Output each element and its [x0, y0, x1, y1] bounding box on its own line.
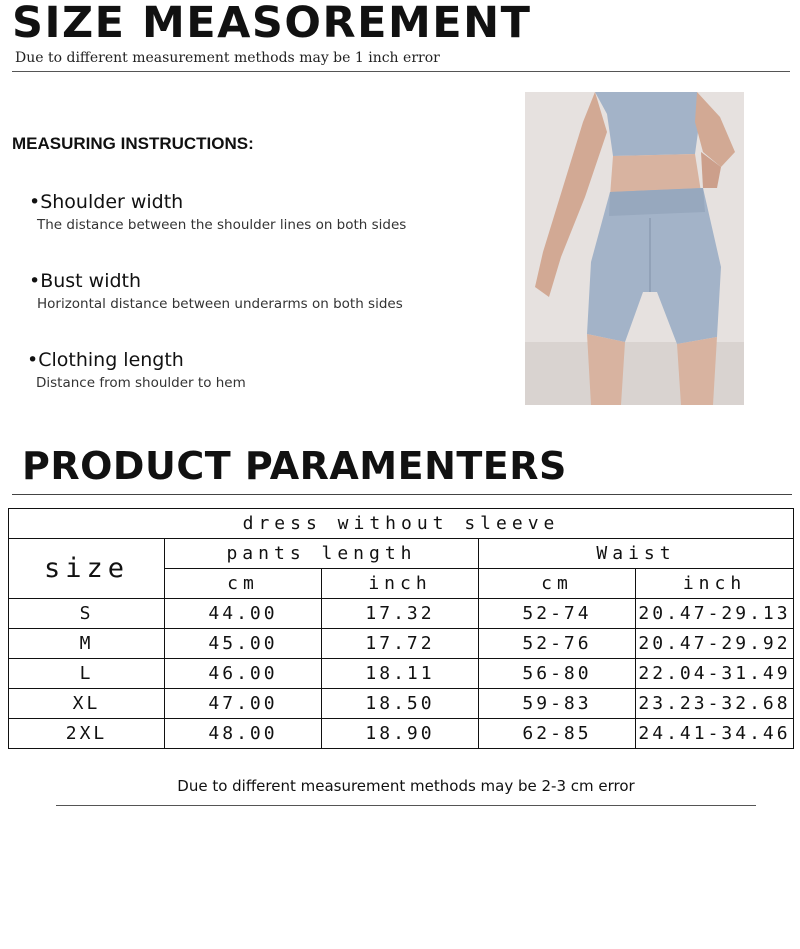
waist-cm-header: cm	[479, 569, 636, 599]
size-cell: M	[9, 629, 165, 659]
table-row	[9, 659, 794, 689]
table-row	[9, 689, 794, 719]
size-cell: XL	[9, 689, 165, 719]
header-divider	[12, 71, 790, 72]
waist-inch-cell: 24.41-34.46	[636, 719, 794, 749]
pants-cm-cell: 47.00	[165, 689, 322, 719]
instructions-heading: MEASURING INSTRUCTIONS:	[12, 134, 254, 153]
instruction-desc-bust: Horizontal distance between underarms on both sides	[37, 296, 403, 312]
pants-cm-cell: 46.00	[165, 659, 322, 689]
page-title: SIZE MEASOREMENT	[12, 0, 532, 48]
left-leg	[587, 334, 625, 405]
pants-cm-header: cm	[165, 569, 322, 599]
size-cell: S	[9, 599, 165, 629]
size-chart-table	[8, 508, 794, 749]
footer-divider	[56, 805, 756, 806]
pants-cm-cell: 45.00	[165, 629, 322, 659]
table-title-row	[9, 509, 794, 539]
waist-inch-cell: 23.23-32.68	[636, 689, 794, 719]
table-row	[9, 629, 794, 659]
pants-cm-cell: 44.00	[165, 599, 322, 629]
table-title: dress without sleeve	[9, 509, 794, 539]
pants-inch-cell: 17.32	[322, 599, 479, 629]
size-cell: L	[9, 659, 165, 689]
page-subtitle: Due to different measurement methods may be 1 inch error	[15, 50, 440, 66]
table-group-header-row	[9, 539, 794, 569]
pants-inch-cell: 18.90	[322, 719, 479, 749]
instruction-desc-shoulder: The distance between the shoulder lines on both sides	[37, 217, 407, 233]
waist-inch-cell: 22.04-31.49	[636, 659, 794, 689]
pants-cm-cell: 48.00	[165, 719, 322, 749]
waist-inch-cell: 20.47-29.92	[636, 629, 794, 659]
pants-inch-cell: 18.50	[322, 689, 479, 719]
waist-cm-cell: 59-83	[479, 689, 636, 719]
pants-inch-cell: 17.72	[322, 629, 479, 659]
instruction-title-bust: •Bust width	[29, 270, 142, 292]
instruction-title-length: •Clothing length	[27, 349, 184, 371]
table-row	[9, 599, 794, 629]
waist-cm-cell: 56-80	[479, 659, 636, 689]
product-parameters-heading: PRODUCT PARAMENTERS	[22, 444, 567, 488]
table-row	[9, 719, 794, 749]
pants-length-header: pants length	[165, 539, 479, 569]
instruction-title-shoulder: •Shoulder width	[29, 191, 184, 213]
waist-cm-cell: 52-74	[479, 599, 636, 629]
pants-inch-header: inch	[322, 569, 479, 599]
waist-inch-cell: 20.47-29.13	[636, 599, 794, 629]
waist-cm-cell: 52-76	[479, 629, 636, 659]
parameters-divider	[12, 494, 792, 495]
size-cell: 2XL	[9, 719, 165, 749]
instruction-desc-length: Distance from shoulder to hem	[36, 375, 246, 391]
waist-inch-header: inch	[636, 569, 794, 599]
pants-inch-cell: 18.11	[322, 659, 479, 689]
waist-header: Waist	[479, 539, 794, 569]
footer-note: Due to different measurement methods may be 2-3 cm error	[177, 777, 635, 795]
size-column-header: size	[9, 539, 165, 599]
right-leg	[677, 337, 717, 405]
product-photo	[525, 92, 744, 405]
waist-cm-cell: 62-85	[479, 719, 636, 749]
